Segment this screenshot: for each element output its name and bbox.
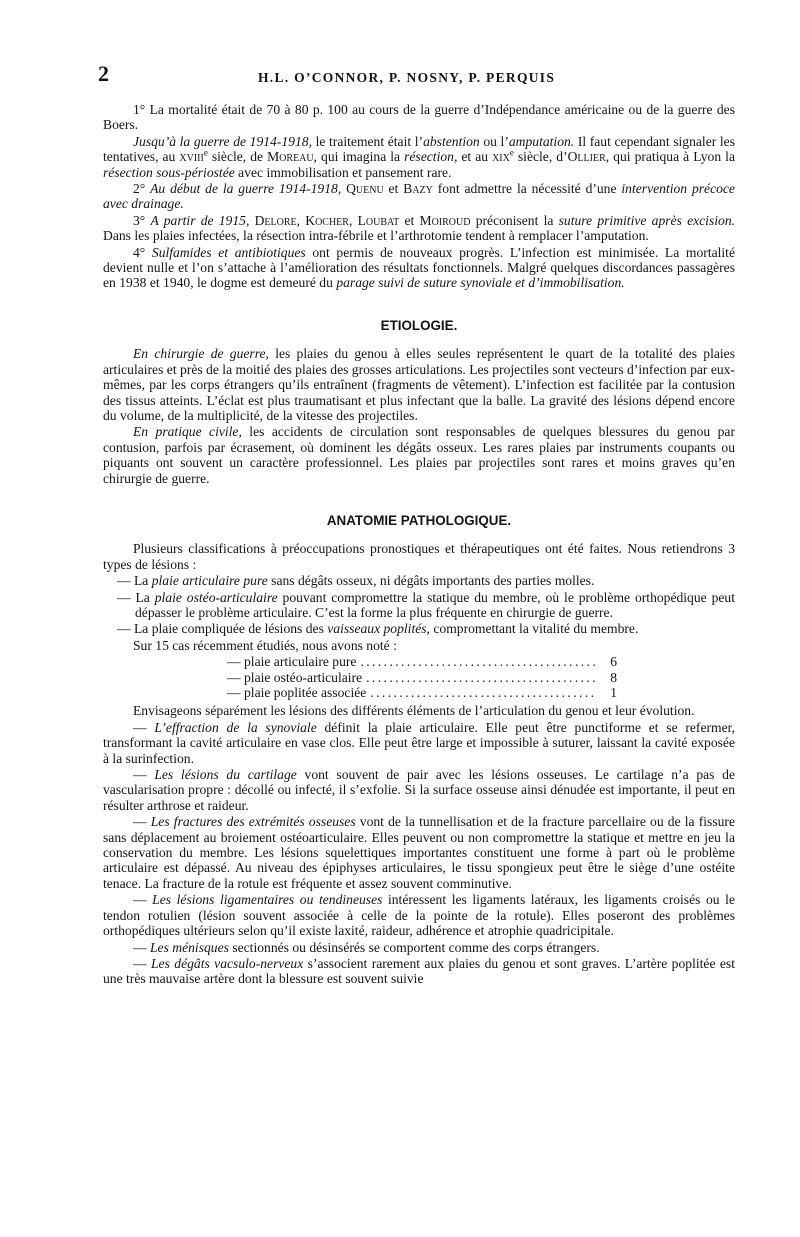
text-run: intéressent les ligaments latéraux, les ligaments croisés ou le tendon rotulien (lésion souvent associée à celle de la pointe de la rotule). Elles poseront des problèmes orthopédiques ultérieurs selon qu’il existe laxité, raideur, adhérence et atrophie quadricipitale. bbox=[103, 892, 735, 939]
italic-term: abstention bbox=[423, 133, 480, 149]
text-run: avec immobilisation et pansement rare. bbox=[234, 164, 452, 180]
text-run: Il faut cependant signaler les tentatives, au bbox=[103, 133, 735, 165]
text-run: , qui pratiqua à Lyon la bbox=[605, 149, 735, 165]
italic-term: L’effraction de la synoviale bbox=[154, 719, 317, 735]
italic-phrase: intervention précoce avec drainage. bbox=[103, 181, 735, 212]
italic-phrase: Jusqu’à la guerre de 1914-1918, bbox=[133, 133, 312, 149]
italic-phrase: suture primitive après excision. bbox=[558, 212, 736, 228]
italic-term: plaie ostéo-articulaire bbox=[154, 589, 278, 605]
italic-phrase: A partir de 1915, bbox=[150, 212, 250, 228]
text-run: font admettre la nécessité d’une bbox=[432, 181, 622, 197]
author-name: Quenu bbox=[346, 181, 384, 197]
italic-term: Les ménisques bbox=[150, 939, 229, 955]
paragraph-mortality: 1° La mortalité était de 70 à 80 p. 100 au cours de la guerre d’Indépendance américaine ou de la guerre des Boers. bbox=[103, 102, 735, 133]
table-row bbox=[227, 670, 617, 685]
italic-term: résection, bbox=[404, 149, 458, 165]
text-run: et bbox=[383, 181, 404, 197]
table-row-label: — plaie articulaire pure bbox=[227, 654, 357, 670]
table-row-value: 1 bbox=[610, 685, 617, 700]
century-numeral: xviii bbox=[179, 149, 204, 165]
text-run: définit la plaie articulaire. Elle peut être punctiforme et se refermer, transformant la cavité articulaire en vase clos. Elle peut être large et impossible à suturer, laissant la cavité exposée à la surinfection. bbox=[103, 719, 735, 766]
italic-term: amputation. bbox=[508, 133, 575, 149]
text-run: s’associent rarement aux plaies du genou et sont graves. L’artère poplitée est une très mauvaise artère dont la blessure est souvent suivie bbox=[103, 955, 735, 987]
italic-term: Les dégâts vacsulo-nerveux bbox=[151, 955, 304, 971]
text-run: siècle, d’ bbox=[513, 149, 568, 165]
text-run: — La plaie compliquée de lésions des bbox=[117, 621, 328, 637]
author-name: Ollier bbox=[567, 149, 606, 165]
dot-leader bbox=[370, 685, 597, 700]
text-run: et bbox=[399, 212, 420, 228]
list-item-osteo-articular bbox=[103, 590, 735, 621]
running-title: H.L. O’CONNOR, P. NOSNY, P. PERQUIS bbox=[258, 70, 556, 85]
text-run: ont permis de nouveaux progrès. L’infection est minimisée. La mortalité devient nulle et l’on s’attache à l’amélioration des résultats fonctionnels. Malgré quelques discordances passagères en 1938 et 1940, le dogme est demeuré du bbox=[103, 244, 735, 291]
paragraph-antibiotics bbox=[103, 245, 735, 291]
paragraph-vascular bbox=[103, 956, 735, 987]
table-row-value: 8 bbox=[610, 669, 617, 685]
paragraph-ligaments bbox=[103, 892, 735, 938]
italic-phrase: parage suivi de suture synoviale et d’immobilisation. bbox=[336, 275, 625, 291]
table-row-value: 6 bbox=[610, 654, 617, 670]
italic-term: résection sous-périostée bbox=[103, 164, 235, 180]
text-run: Dans les plaies infectées, la résection intra-fébrile et l’arthrotomie tendent à remplacer l’amputation. bbox=[103, 228, 649, 244]
text-run: compromettant la vitalité du membre. bbox=[429, 621, 639, 637]
author-name: Bazy bbox=[403, 181, 433, 197]
text-run: les plaies du genou à elles seules représentent le quart de la totalité des plaies articulaires et près de la moitié des plaies des grosses articulations. Les projectiles sont vecteurs d’infection par eux-mêmes, par les corps étrangers qu’ils entraînent (fragments de vêtement). L’infection est facilitée par la contusion des tissus atteints. L’éclat est plus traumatisant et plus infectant que la balle. La gravité des lésions dépend encore du volume, de la multiplicité, de la vitesse des projectiles. bbox=[103, 346, 735, 423]
italic-term: Les lésions du cartilage bbox=[154, 767, 297, 783]
italic-term: plaie articulaire pure bbox=[151, 573, 268, 589]
text-run: ou l’ bbox=[479, 133, 509, 149]
page-body bbox=[103, 102, 735, 988]
superscript: e bbox=[509, 147, 514, 158]
paragraph-ww1 bbox=[103, 181, 735, 212]
paragraph-synovial bbox=[103, 720, 735, 766]
text-run: et au bbox=[457, 149, 493, 165]
paragraph-war-surgery bbox=[103, 346, 735, 423]
text-run: — bbox=[133, 955, 151, 971]
author-names: Delore, Kocher, Loubat bbox=[254, 212, 400, 228]
text-run: sans dégâts osseux, ni dégâts importants des parties molles. bbox=[267, 573, 595, 589]
text-run: 3° bbox=[133, 212, 151, 228]
text-run: 4° bbox=[133, 244, 152, 260]
heading-anatomie-pathologique: ANATOMIE PATHOLOGIQUE. bbox=[326, 512, 512, 528]
text-run: — bbox=[133, 814, 151, 830]
page-number: 2 bbox=[98, 61, 109, 86]
text-run: 2° bbox=[133, 181, 151, 197]
list-item-popliteal-vessels bbox=[103, 621, 735, 636]
century-numeral: xix bbox=[492, 149, 510, 165]
italic-term: Les lésions ligamentaires ou tendineuses bbox=[152, 892, 383, 908]
text-run: siècle, de bbox=[207, 149, 268, 165]
cases-table bbox=[103, 654, 735, 700]
paragraph-1915 bbox=[103, 213, 735, 244]
text-run: sectionnés ou désinsérés se comportent comme des corps étrangers. bbox=[228, 939, 600, 955]
italic-phrase: Sulfamides et antibiotiques bbox=[151, 244, 306, 260]
text-run: préconisent la bbox=[470, 212, 559, 228]
paragraph-cartilage bbox=[103, 767, 735, 813]
page-header bbox=[98, 61, 702, 88]
superscript: e bbox=[203, 147, 208, 158]
table-row-label: — plaie poplitée associée bbox=[227, 685, 367, 700]
italic-phrase: Au début de la guerre 1914-1918, bbox=[150, 181, 342, 197]
text-run: le traitement était l’ bbox=[311, 133, 424, 149]
dot-leader bbox=[360, 654, 597, 669]
heading-etiologie: ETIOLOGIE. bbox=[380, 317, 458, 333]
text-run: — bbox=[133, 719, 155, 735]
italic-phrase: En pratique civile, bbox=[133, 424, 242, 440]
text-run: pouvant compromettre la statique du membre, où le problème orthopédique peut dépasser le problème articulaire. C’est la forme la plus fréquente en chirurgie de guerre. bbox=[135, 589, 735, 620]
italic-term: vaisseaux poplités, bbox=[327, 621, 430, 637]
paragraph-fractures bbox=[103, 814, 735, 891]
text-run: vont de la tunnellisation et de la fracture parcellaire ou de la fissure sans déplacement au broiement ostéoarticulaire. Elles peuvent ou non compromettre la statique et mettre en jeu la conservation du membre. Les lésions squelettiques importantes constituent une forme à part où le problème articulaire est dépassé. Au niveau des épiphyses articulaires, le tissu spongieux peut être le siège d’une ostéite tenace. La fracture de la rotule est fréquente et assez souvent comminutive. bbox=[103, 814, 735, 891]
dot-leader bbox=[366, 670, 597, 685]
table-row-label: — plaie ostéo-articulaire bbox=[227, 669, 363, 685]
author-name: Moiroud bbox=[419, 212, 471, 228]
paragraph-menisci bbox=[103, 940, 735, 955]
text-run: — La bbox=[117, 573, 152, 589]
table-row bbox=[227, 685, 617, 700]
paragraph-elements: Envisageons séparément les lésions des différents éléments de l’articulation du genou et leur évolution. bbox=[133, 703, 695, 719]
paragraph-classifications: Plusieurs classifications à préoccupations pronostiques et thérapeutiques ont été faites. Nous retiendrons 3 types de lésions : bbox=[103, 541, 735, 572]
table-row bbox=[227, 654, 617, 669]
text-run: — La bbox=[117, 589, 155, 605]
paragraph-cases-intro: Sur 15 cas récemment étudiés, nous avons noté : bbox=[133, 637, 397, 653]
text-run: — bbox=[133, 767, 155, 783]
paragraph-treatment-history bbox=[103, 134, 735, 180]
italic-term: Les fractures des extrémités osseuses bbox=[150, 814, 356, 830]
text-run: vont souvent de pair avec les lésions osseuses. Le cartilage n’a pas de vascularisation propre : décollé ou infecté, il s’exfolie. Si la surface osseuse ainsi dénudée est importante, il peut en résulter arthrose et raideur. bbox=[103, 767, 736, 813]
text-run: , qui imagina la bbox=[313, 149, 405, 165]
italic-phrase: En chirurgie de guerre, bbox=[133, 346, 269, 362]
paragraph-civil-practice bbox=[103, 424, 735, 486]
text-run: — bbox=[133, 939, 150, 955]
list-item-pure-wound bbox=[103, 573, 735, 588]
author-name: Moreau bbox=[267, 149, 314, 165]
text-run: les accidents de circulation sont responsables de quelques blessures du genou par contusion, parfois par écrasement, où dominent les dégâts osseux. Les rares plaies par instruments coupants ou piquants ont souvent un caractère professionnel. Les plaies par projectiles sont rares et moins graves qu’en chirurgie de guerre. bbox=[103, 424, 735, 486]
text-run: — bbox=[133, 892, 153, 908]
